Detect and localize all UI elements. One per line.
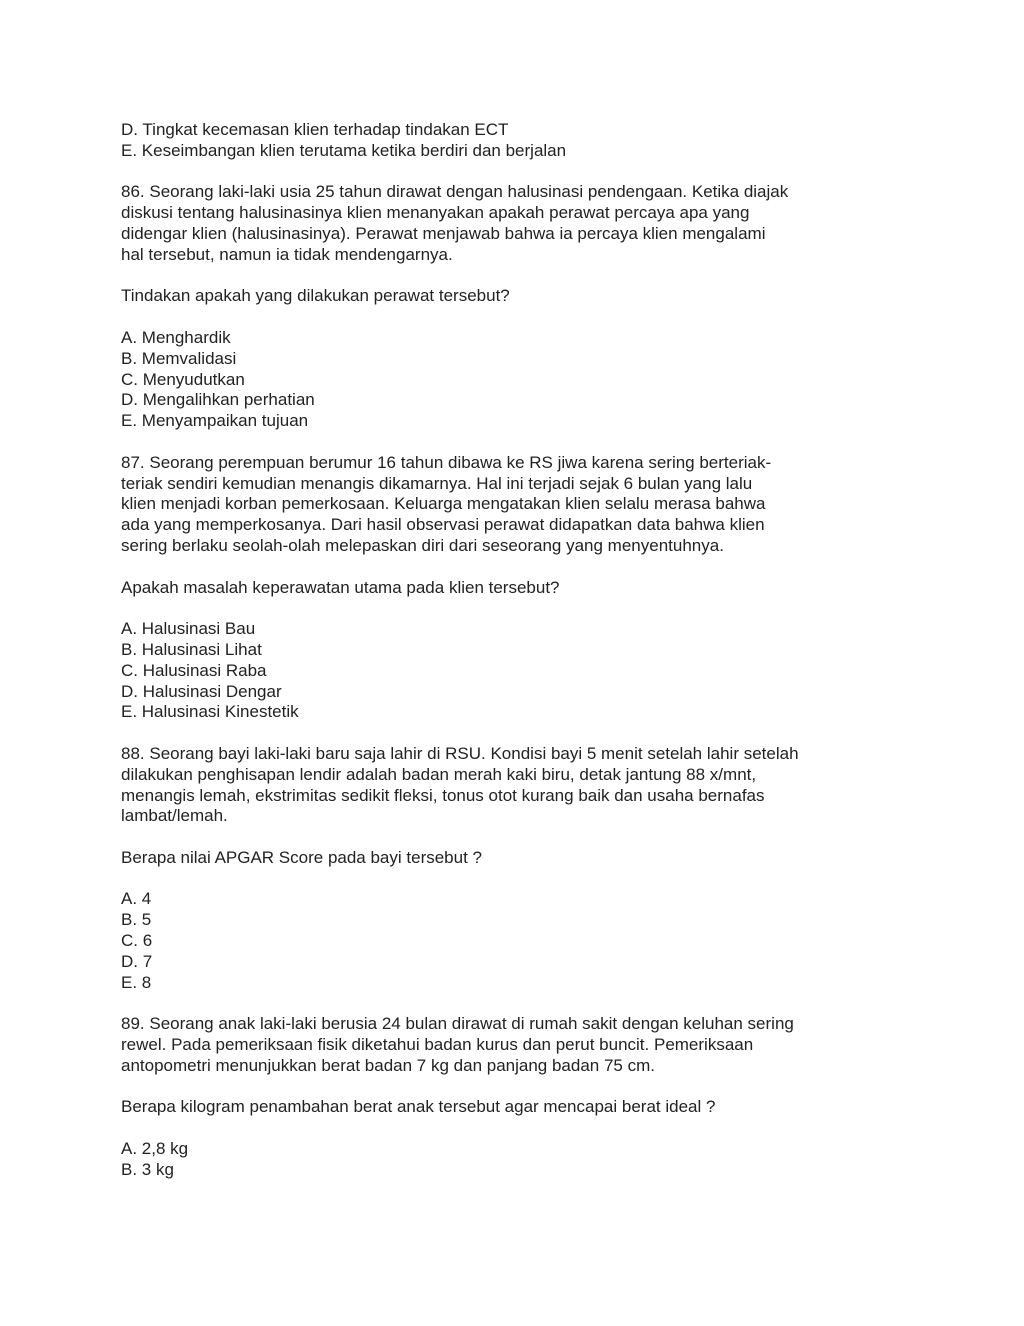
stem-line: hal tersebut, namun ia tidak mendengarnya.: [121, 244, 453, 264]
answer-option: D. Halusinasi Dengar: [121, 681, 282, 701]
answer-option: D. 7: [121, 951, 153, 971]
question-89: [121, 1014, 881, 1180]
answer-option: B. 5: [121, 910, 152, 930]
question-87: [121, 453, 881, 723]
stem-line: teriak sendiri kemudian menangis dikamarnya. Hal ini terjadi sejak 6 bulan yang lalu: [121, 473, 753, 493]
answer-option: A. 4: [121, 889, 152, 909]
answer-option: B. Halusinasi Lihat: [121, 639, 262, 659]
answer-option: A. Halusinasi Bau: [121, 619, 256, 639]
stem-line: ada yang memperkosanya. Dari hasil observasi perawat didapatkan data bahwa klien: [121, 515, 765, 535]
question-88: [121, 744, 881, 994]
answer-options: [121, 889, 881, 993]
answer-option: C. Menyudutkan: [121, 369, 245, 389]
answer-option: E. Keseimbangan klien terutama ketika berdiri dan berjalan: [121, 140, 567, 160]
stem-line: dilakukan penghisapan lendir adalah badan merah kaki biru, detak jantung 88 x/mnt,: [121, 764, 757, 784]
answer-option: D. Mengalihkan perhatian: [121, 390, 315, 410]
stem-line: rewel. Pada pemeriksaan fisik diketahui badan kurus dan perut buncit. Pemeriksaan: [121, 1035, 754, 1055]
answer-option: D. Tingkat kecemasan klien terhadap tindakan ECT: [121, 120, 509, 139]
answer-option: B. 3 kg: [121, 1159, 174, 1179]
question-stem: [121, 182, 881, 265]
question-86: [121, 182, 881, 432]
carryover-options: [121, 120, 881, 162]
question-stem: [121, 1014, 881, 1076]
document-body: [121, 120, 881, 1181]
answer-option: E. Menyampaikan tujuan: [121, 411, 309, 431]
question-prompt: Berapa nilai APGAR Score pada bayi tersebut ?: [121, 847, 482, 867]
stem-line: antopometri menunjukkan berat badan 7 kg dan panjang badan 75 cm.: [121, 1055, 655, 1075]
answer-options: [121, 1139, 881, 1181]
question-prompt: Tindakan apakah yang dilakukan perawat tersebut?: [121, 286, 510, 306]
stem-line: 86. Seorang laki-laki usia 25 tahun dirawat dengan halusinasi pendengaan. Ketika diajak: [121, 182, 789, 202]
answer-options: [121, 619, 881, 723]
stem-line: lambat/lemah.: [121, 806, 228, 826]
stem-line: 87. Seorang perempuan berumur 16 tahun dibawa ke RS jiwa karena sering berteriak-: [121, 452, 772, 472]
answer-option: C. 6: [121, 931, 153, 951]
stem-line: 89. Seorang anak laki-laki berusia 24 bulan dirawat di rumah sakit dengan keluhan sering: [121, 1014, 794, 1034]
answer-option: A. 2,8 kg: [121, 1139, 189, 1159]
answer-options: [121, 328, 881, 432]
stem-line: klien menjadi korban pemerkosaan. Keluarga mengatakan klien selalu merasa bahwa: [121, 494, 766, 514]
answer-option: C. Halusinasi Raba: [121, 660, 267, 680]
question-prompt: Apakah masalah keperawatan utama pada klien tersebut?: [121, 577, 560, 597]
stem-line: menangis lemah, ekstrimitas sedikit fleksi, tonus otot kurang baik dan usaha bernafas: [121, 785, 765, 805]
question-stem: [121, 744, 881, 827]
stem-line: didengar klien (halusinasinya). Perawat menjawab bahwa ia percaya klien mengalami: [121, 223, 766, 243]
question-prompt: Berapa kilogram penambahan berat anak tersebut agar mencapai berat ideal ?: [121, 1097, 716, 1117]
answer-option: E. 8: [121, 972, 152, 992]
answer-option: B. Memvalidasi: [121, 348, 237, 368]
stem-line: sering berlaku seolah-olah melepaskan diri dari seseorang yang menyentuhnya.: [121, 535, 724, 555]
stem-line: diskusi tentang halusinasinya klien menanyakan apakah perawat percaya apa yang: [121, 203, 750, 223]
question-stem: [121, 453, 881, 557]
answer-option: A. Menghardik: [121, 327, 231, 347]
stem-line: 88. Seorang bayi laki-laki baru saja lahir di RSU. Kondisi bayi 5 menit setelah lahir setelah: [121, 743, 799, 763]
answer-option: E. Halusinasi Kinestetik: [121, 702, 299, 722]
